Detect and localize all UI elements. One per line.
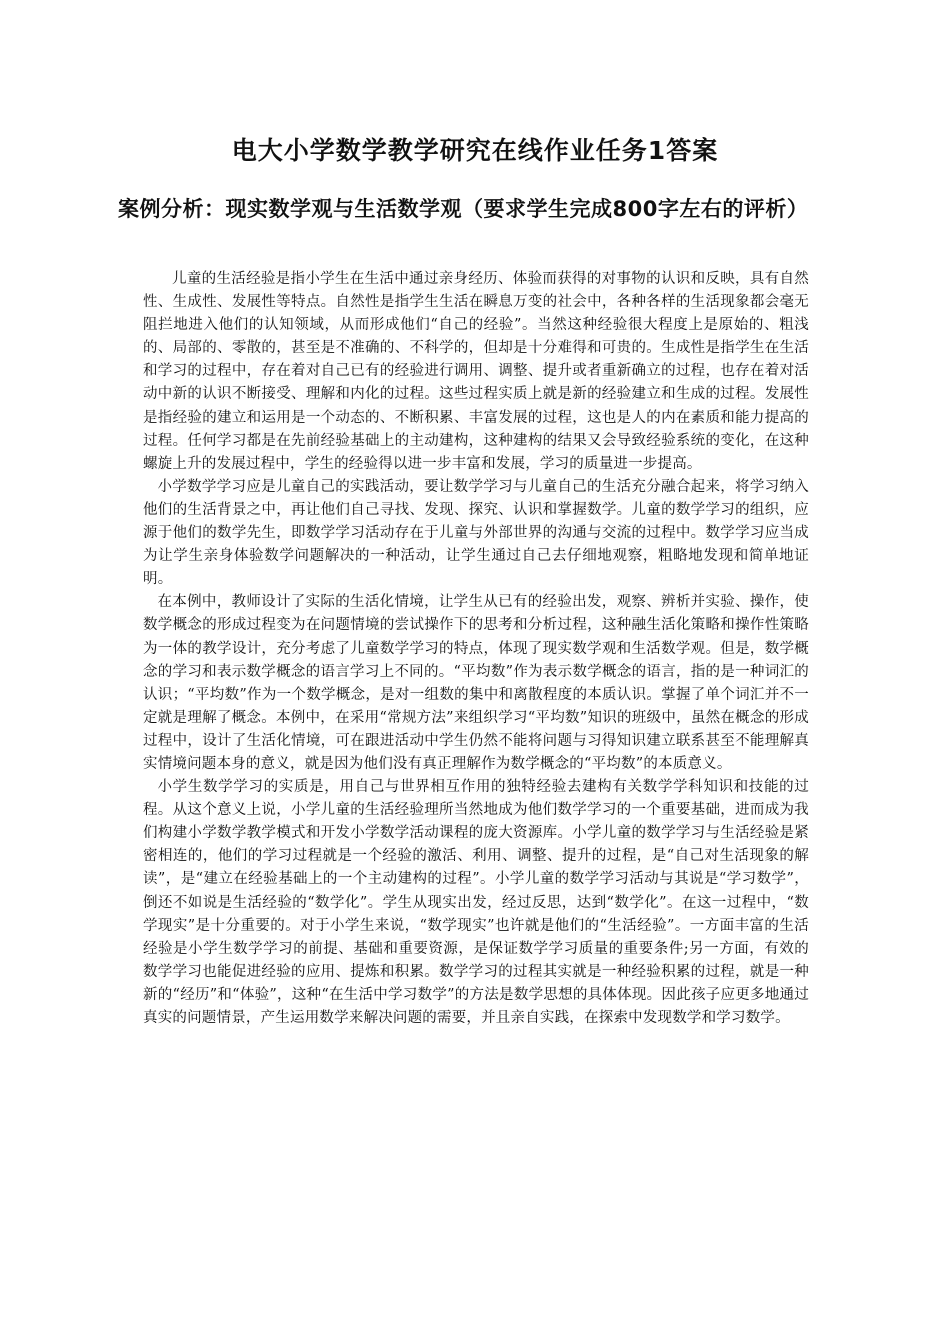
body-paragraph: 在本例中，教师设计了实际的生活化情境，让学生从已有的经验出发，观察、辨析并实验、操作，使数学概念的形成过程变为在问题情境的尝试操作下的思考和分析过程，这种融生活化策略和操作性策略为一体的教学设计，充分考虑了儿童数学学习的特点，体现了现实数学观和生活数学观。但是，数学概念的学习和表示数学概念的语言学习上不同的。“平均数”作为表示数学概念的语言，指的是一种词汇的认识；“平均数”作为一个数学概念，是对一组数的集中和离散程度的本质认识。掌握了单个词汇并不一定就是理解了概念。本例中，在采用“常规方法”来组织学习“平均数”知识的班级中，虽然在概念的形成过程中，设计了生活化情境，可在跟进活动中学生仍然不能将问题与习得知识建立联系甚至不能理解真实情境问题本身的意义，就是因为他们没有真正理解作为数学概念的“平均数”的本质意义。 bbox=[143, 594, 809, 772]
body-paragraph: 小学数学学习应是儿童自己的实践活动，要让数学学习与儿童自己的生活充分融合起来，将学习纳入他们的生活背景之中，再让他们自己寻找、发现、探究、认识和掌握数学。儿童的数学学习的组织，应源于他们的数学先生，即数学学习活动存在于儿童与外部世界的沟通与交流的过程中。数学学习应当成为让学生亲身体验数学问题解决的一种活动，让学生通过自己去仔细地观察，粗略地发现和简单地证明。 bbox=[143, 478, 809, 588]
body-paragraph: 儿童的生活经验是指小学生在生活中通过亲身经历、体验而获得的对事物的认识和反映，具有自然性、生成性、发展性等特点。自然性是指学生生活在瞬息万变的社会中，各种各样的生活现象都会毫无阻拦地进入他们的认知领域，从而形成他们“自己的经验”。当然这种经验很大程度上是原始的、粗浅的、局部的、零散的，甚至是不准确的、不科学的，但却是十分难得和可贵的。生成性是指学生在生活和学习的过程中，存在着对自己已有的经验进行调用、调整、提升或者重新确立的过程，也存在着对活动中新的认识不断接受、理解和内化的过程。这些过程实质上就是新的经验建立和生成的过程。发展性是指经验的建立和运用是一个动态的、不断积累、丰富发展的过程，这也是人的内在素质和能力提高的过程。任何学习都是在先前经验基础上的主动建构，这种建构的结果又会导致经验系统的变化，在这种螺旋上升的发展过程中，学生的经验得以进一步丰富和发展，学习的质量进一步提高。 bbox=[143, 271, 809, 472]
body-paragraph: 小学生数学学习的实质是，用自己与世界相互作用的独特经验去建构有关数学学科知识和技能的过程。从这个意义上说，小学儿童的生活经验理所当然地成为他们数学学习的一个重要基础，进而成为我们构建小学数学教学模式和开发小学数学活动课程的庞大资源库。小学儿童的数学学习与生活经验是紧密相连的，他们的学习过程就是一个经验的激活、利用、调整、提升的过程，是“自己对生活现象的解读”，是“建立在经验基础上的一个主动建构的过程”。小学儿童的数学学习活动与其说是“学习数学”，倒还不如说是生活经验的“数学化”。学生从现实出发，经过反思，达到“数学化”。在这一过程中，“数学现实”是十分重要的。对于小学生来说，“数学现实”也许就是他们的“生活经验”。一方面丰富的生活经验是小学生数学学习的前提、基础和重要资源，是保证数学学习质量的重要条件;另一方面，有效的数学学习也能促进经验的应用、提炼和积累。数学学习的过程其实就是一种经验积累的过程，就是一种新的“经历”和“体验”，这种“在生活中学习数学”的方法是数学思想的具体体现。因此孩子应更多地通过真实的问题情景，产生运用数学来解决问题的需要，并且亲自实践，在探索中发现数学和学习数学。 bbox=[143, 779, 809, 1026]
section-heading: 案例分析：现实数学观与生活数学观（要求学生完成800字左右的评析） bbox=[118, 197, 809, 221]
document-body bbox=[143, 268, 809, 1030]
page-title: 电大小学数学教学研究在线作业任务1答案 bbox=[231, 136, 719, 165]
